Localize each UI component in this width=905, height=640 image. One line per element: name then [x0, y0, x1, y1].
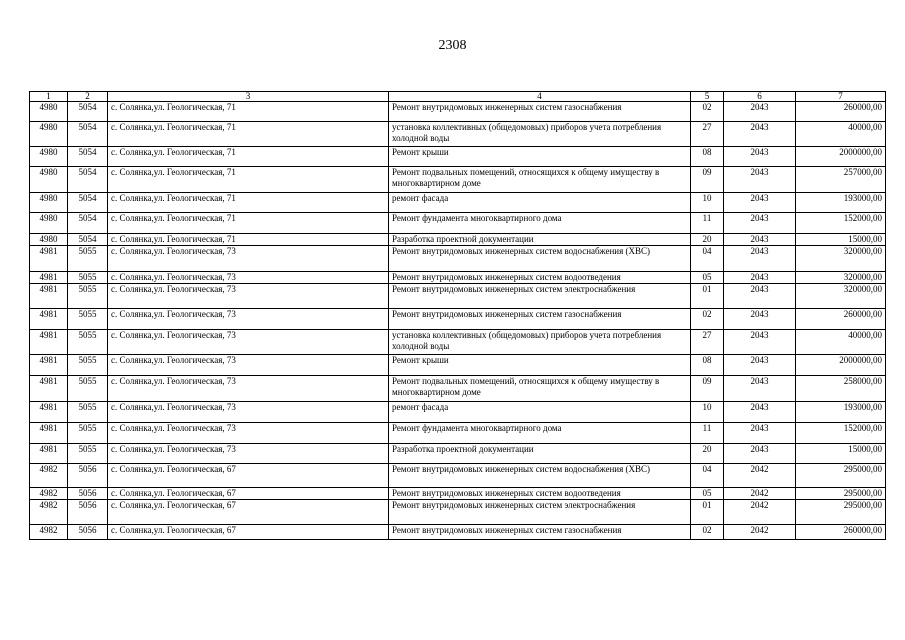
cell-house-id: 5055 [68, 402, 108, 423]
cell-cost: 15000,00 [796, 234, 886, 246]
cell-object-id: 4982 [30, 500, 68, 525]
cell-cost: 40000,00 [796, 122, 886, 147]
cell-work-type: Ремонт внутридомовых инженерных систем газоснабжения [389, 525, 691, 540]
cell-work-code: 01 [691, 500, 724, 525]
cell-address: с. Солянка,ул. Геологическая, 73 [108, 284, 389, 309]
cell-work-code: 04 [691, 246, 724, 272]
cell-work-code: 27 [691, 330, 724, 355]
table-row [30, 309, 886, 330]
cell-work-code: 05 [691, 488, 724, 500]
table-row [30, 464, 886, 488]
cell-house-id: 5055 [68, 272, 108, 284]
cell-work-type: Ремонт внутридомовых инженерных систем электроснабжения [389, 284, 691, 309]
cell-year: 2043 [724, 444, 796, 464]
cell-address: с. Солянка,ул. Геологическая, 73 [108, 272, 389, 284]
cell-work-code: 02 [691, 525, 724, 540]
table-row [30, 234, 886, 246]
table-row [30, 402, 886, 423]
cell-work-type: ремонт фасада [389, 193, 691, 213]
cell-address: с. Солянка,ул. Геологическая, 67 [108, 500, 389, 525]
cell-object-id: 4981 [30, 376, 68, 402]
cell-year: 2043 [724, 376, 796, 402]
table-row [30, 284, 886, 309]
column-header: 5 [691, 92, 724, 102]
cell-house-id: 5055 [68, 355, 108, 376]
cell-address: с. Солянка,ул. Геологическая, 71 [108, 234, 389, 246]
cell-address: с. Солянка,ул. Геологическая, 71 [108, 102, 389, 122]
cell-cost: 295000,00 [796, 500, 886, 525]
cell-year: 2043 [724, 122, 796, 147]
cell-work-type: Ремонт внутридомовых инженерных систем водоотведения [389, 272, 691, 284]
cell-year: 2043 [724, 309, 796, 330]
cell-work-type: Ремонт внутридомовых инженерных систем электроснабжения [389, 500, 691, 525]
cell-cost: 320000,00 [796, 272, 886, 284]
cell-cost: 2000000,00 [796, 355, 886, 376]
cell-work-type: Ремонт крыши [389, 355, 691, 376]
cell-address: с. Солянка,ул. Геологическая, 67 [108, 464, 389, 488]
cell-object-id: 4981 [30, 246, 68, 272]
cell-house-id: 5056 [68, 500, 108, 525]
table-body [30, 102, 886, 540]
cell-house-id: 5055 [68, 309, 108, 330]
cell-house-id: 5055 [68, 444, 108, 464]
cell-year: 2043 [724, 246, 796, 272]
cell-address: с. Солянка,ул. Геологическая, 73 [108, 246, 389, 272]
cell-cost: 152000,00 [796, 213, 886, 234]
column-header: 4 [389, 92, 691, 102]
cell-house-id: 5054 [68, 122, 108, 147]
column-header: 2 [68, 92, 108, 102]
cell-house-id: 5055 [68, 284, 108, 309]
table-row [30, 376, 886, 402]
cell-cost: 320000,00 [796, 284, 886, 309]
cell-address: с. Солянка,ул. Геологическая, 71 [108, 213, 389, 234]
cell-house-id: 5055 [68, 376, 108, 402]
cell-work-type: ремонт фасада [389, 402, 691, 423]
cell-object-id: 4980 [30, 147, 68, 167]
cell-work-type: Ремонт внутридомовых инженерных систем водоснабжения (ХВС) [389, 246, 691, 272]
cell-house-id: 5054 [68, 213, 108, 234]
cell-address: с. Солянка,ул. Геологическая, 73 [108, 376, 389, 402]
cell-work-code: 11 [691, 213, 724, 234]
cell-cost: 258000,00 [796, 376, 886, 402]
cell-address: с. Солянка,ул. Геологическая, 73 [108, 444, 389, 464]
table-row [30, 423, 886, 444]
table-row [30, 330, 886, 355]
table-row [30, 488, 886, 500]
cell-work-type: Ремонт фундамента многоквартирного дома [389, 213, 691, 234]
cell-cost: 2000000,00 [796, 147, 886, 167]
column-header: 3 [108, 92, 389, 102]
cell-cost: 260000,00 [796, 309, 886, 330]
cell-work-type: Разработка проектной документации [389, 444, 691, 464]
cell-house-id: 5055 [68, 246, 108, 272]
table-row [30, 525, 886, 540]
cell-year: 2043 [724, 284, 796, 309]
cell-cost: 152000,00 [796, 423, 886, 444]
cell-object-id: 4981 [30, 402, 68, 423]
cell-work-type: Ремонт фундамента многоквартирного дома [389, 423, 691, 444]
cell-work-type: Ремонт внутридомовых инженерных систем водоотведения [389, 488, 691, 500]
cell-cost: 260000,00 [796, 525, 886, 540]
cell-object-id: 4982 [30, 464, 68, 488]
table-row [30, 500, 886, 525]
cell-house-id: 5054 [68, 193, 108, 213]
cell-work-type: Ремонт подвальных помещений, относящихся к общему имуществу в многоквартирном доме [389, 167, 691, 193]
cell-work-code: 27 [691, 122, 724, 147]
cell-work-code: 20 [691, 234, 724, 246]
cell-work-code: 09 [691, 167, 724, 193]
cell-cost: 15000,00 [796, 444, 886, 464]
cell-year: 2043 [724, 330, 796, 355]
cell-address: с. Солянка,ул. Геологическая, 67 [108, 488, 389, 500]
cell-object-id: 4981 [30, 423, 68, 444]
cell-address: с. Солянка,ул. Геологическая, 73 [108, 355, 389, 376]
cell-work-type: Ремонт крыши [389, 147, 691, 167]
cell-cost: 40000,00 [796, 330, 886, 355]
cell-work-code: 11 [691, 423, 724, 444]
cell-address: с. Солянка,ул. Геологическая, 67 [108, 525, 389, 540]
repair-schedule-table [29, 91, 886, 540]
cell-house-id: 5055 [68, 330, 108, 355]
cell-address: с. Солянка,ул. Геологическая, 73 [108, 309, 389, 330]
cell-year: 2043 [724, 147, 796, 167]
cell-object-id: 4980 [30, 213, 68, 234]
cell-year: 2043 [724, 213, 796, 234]
cell-work-code: 02 [691, 102, 724, 122]
cell-object-id: 4980 [30, 102, 68, 122]
table-row [30, 355, 886, 376]
table-row [30, 167, 886, 193]
cell-work-type: установка коллективных (общедомовых) приборов учета потребления холодной воды [389, 330, 691, 355]
cell-year: 2043 [724, 193, 796, 213]
cell-object-id: 4981 [30, 309, 68, 330]
cell-work-code: 10 [691, 193, 724, 213]
cell-year: 2043 [724, 355, 796, 376]
cell-year: 2043 [724, 402, 796, 423]
cell-object-id: 4982 [30, 525, 68, 540]
table-row [30, 193, 886, 213]
cell-cost: 260000,00 [796, 102, 886, 122]
cell-cost: 193000,00 [796, 402, 886, 423]
cell-cost: 257000,00 [796, 167, 886, 193]
cell-house-id: 5055 [68, 423, 108, 444]
cell-cost: 193000,00 [796, 193, 886, 213]
cell-work-code: 08 [691, 355, 724, 376]
cell-object-id: 4980 [30, 122, 68, 147]
cell-house-id: 5056 [68, 525, 108, 540]
cell-year: 2043 [724, 234, 796, 246]
cell-work-code: 02 [691, 309, 724, 330]
cell-year: 2042 [724, 500, 796, 525]
cell-work-type: Ремонт внутридомовых инженерных систем газоснабжения [389, 309, 691, 330]
cell-house-id: 5056 [68, 488, 108, 500]
cell-work-code: 05 [691, 272, 724, 284]
cell-object-id: 4980 [30, 234, 68, 246]
cell-house-id: 5054 [68, 147, 108, 167]
cell-year: 2042 [724, 525, 796, 540]
column-number-row [30, 92, 886, 102]
cell-year: 2043 [724, 102, 796, 122]
table-row [30, 272, 886, 284]
cell-address: с. Солянка,ул. Геологическая, 71 [108, 167, 389, 193]
cell-house-id: 5054 [68, 234, 108, 246]
cell-address: с. Солянка,ул. Геологическая, 71 [108, 147, 389, 167]
table-row [30, 122, 886, 147]
cell-address: с. Солянка,ул. Геологическая, 71 [108, 193, 389, 213]
cell-work-type: установка коллективных (общедомовых) приборов учета потребления холодной воды [389, 122, 691, 147]
cell-work-type: Ремонт внутридомовых инженерных систем водоснабжения (ХВС) [389, 464, 691, 488]
cell-work-code: 08 [691, 147, 724, 167]
cell-cost: 320000,00 [796, 246, 886, 272]
table-row [30, 246, 886, 272]
cell-cost: 295000,00 [796, 488, 886, 500]
cell-house-id: 5056 [68, 464, 108, 488]
cell-object-id: 4980 [30, 167, 68, 193]
cell-work-code: 10 [691, 402, 724, 423]
cell-work-type: Разработка проектной документации [389, 234, 691, 246]
table-row [30, 102, 886, 122]
cell-year: 2043 [724, 167, 796, 193]
cell-house-id: 5054 [68, 167, 108, 193]
cell-address: с. Солянка,ул. Геологическая, 73 [108, 423, 389, 444]
cell-address: с. Солянка,ул. Геологическая, 71 [108, 122, 389, 147]
cell-work-code: 04 [691, 464, 724, 488]
column-header: 6 [724, 92, 796, 102]
cell-work-code: 01 [691, 284, 724, 309]
column-header: 1 [30, 92, 68, 102]
cell-year: 2042 [724, 488, 796, 500]
cell-object-id: 4980 [30, 193, 68, 213]
table-row [30, 147, 886, 167]
cell-year: 2042 [724, 464, 796, 488]
cell-year: 2043 [724, 272, 796, 284]
cell-work-type: Ремонт подвальных помещений, относящихся к общему имуществу в многоквартирном доме [389, 376, 691, 402]
cell-object-id: 4981 [30, 444, 68, 464]
table-row [30, 444, 886, 464]
cell-work-code: 20 [691, 444, 724, 464]
cell-work-code: 09 [691, 376, 724, 402]
cell-object-id: 4981 [30, 284, 68, 309]
cell-object-id: 4981 [30, 272, 68, 284]
page-number: 2308 [438, 38, 467, 53]
cell-address: с. Солянка,ул. Геологическая, 73 [108, 330, 389, 355]
cell-year: 2043 [724, 423, 796, 444]
column-header: 7 [796, 92, 886, 102]
cell-object-id: 4981 [30, 330, 68, 355]
cell-address: с. Солянка,ул. Геологическая, 73 [108, 402, 389, 423]
cell-object-id: 4982 [30, 488, 68, 500]
cell-house-id: 5054 [68, 102, 108, 122]
cell-cost: 295000,00 [796, 464, 886, 488]
cell-object-id: 4981 [30, 355, 68, 376]
table-row [30, 213, 886, 234]
cell-work-type: Ремонт внутридомовых инженерных систем газоснабжения [389, 102, 691, 122]
